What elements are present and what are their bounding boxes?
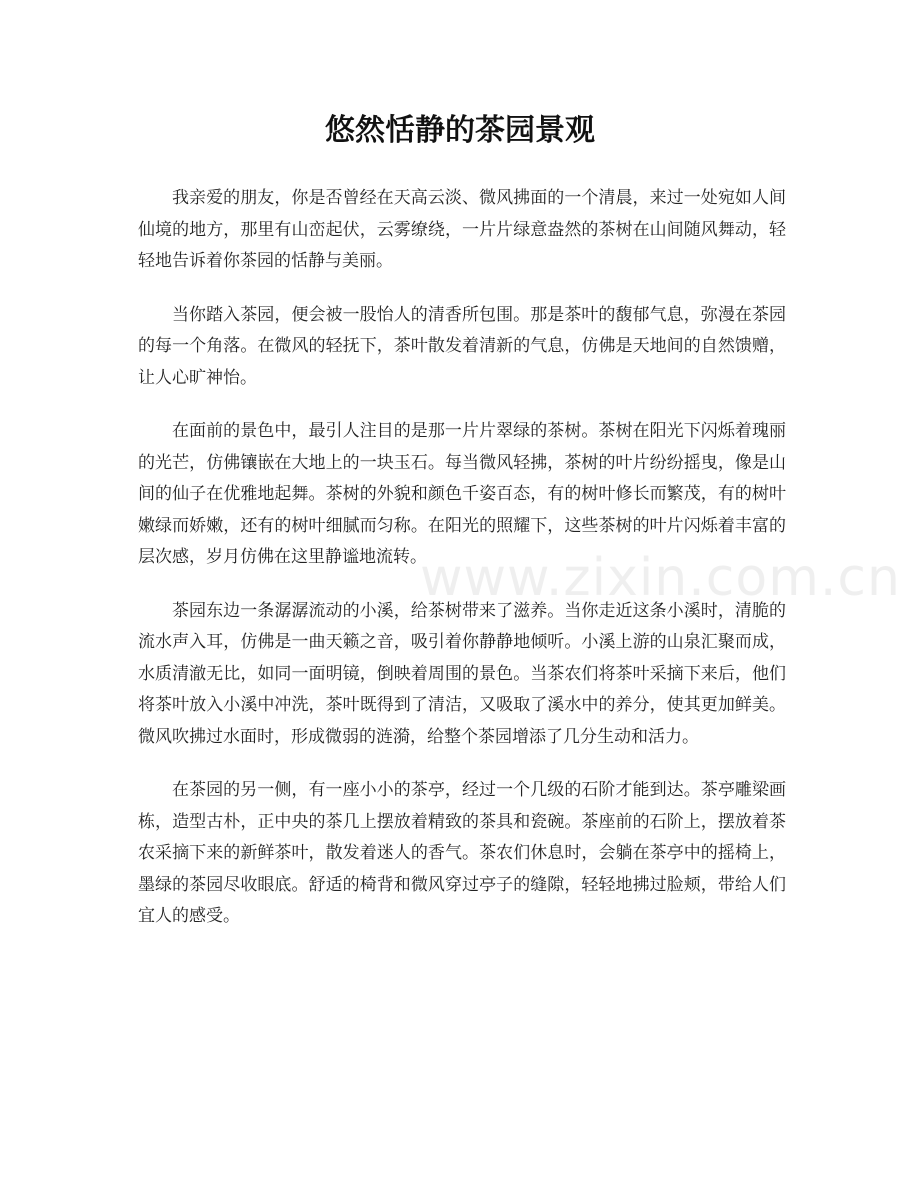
watermark: www.zixin.com.cn — [420, 548, 901, 608]
document-body — [138, 183, 786, 955]
paragraph-2: 当你踏入茶园，便会被一股怡人的清香所包围。那是茶叶的馥郁气息，弥漫在茶园的每一个角落。在微风的轻抚下，茶叶散发着清新的气息，仿佛是天地间的自然馈赠，让人心旷神怡。 — [138, 304, 786, 388]
document-title: 悠然恬静的茶园景观 — [325, 113, 595, 148]
paragraph-1: 我亲爱的朋友，你是否曾经在天高云淡、微风拂面的一个清晨，来过一处宛如人间仙境的地方，那里有山峦起伏，云雾缭绕，一片片绿意盎然的茶树在山间随风舞动，轻轻地告诉着你茶园的恬静与美丽。 — [138, 188, 786, 271]
paragraph-4: 茶园东边一条潺潺流动的小溪，给茶树带来了滋养。当你走近这条小溪时，清脆的流水声入耳，仿佛是一曲天籁之音，吸引着你静静地倾听。小溪上游的山泉汇聚而成，水质清澈无比，如同一面明镜，倒映着周围的景色。当茶农们将茶叶采摘下来后，他们将茶叶放入小溪中冲洗，茶叶既得到了清洁，又吸取了溪水中的养分，使其更加鲜美。微风吹拂过水面时，形成微弱的涟漪，给整个茶园增添了几分生动和活力。 — [138, 600, 786, 747]
paragraph-3: 在面前的景色中，最引人注目的是那一片片翠绿的茶树。茶树在阳光下闪烁着瑰丽的光芒，仿佛镶嵌在大地上的一块玉石。每当微风轻拂，茶树的叶片纷纷摇曳，像是山间的仙子在优雅地起舞。茶树的外貌和颜色千姿百态，有的树叶修长而繁茂，有的树叶嫩绿而娇嫩，还有的树叶细腻而匀称。在阳光的照耀下，这些茶树的叶片闪烁着丰富的层次感，岁月仿佛在这里静谧地流转。 — [138, 421, 786, 567]
paragraph-5: 在茶园的另一侧，有一座小小的茶亭，经过一个几级的石阶才能到达。茶亭雕梁画栋，造型古朴，正中央的茶几上摆放着精致的茶具和瓷碗。茶座前的石阶上，摆放着茶农采摘下来的新鲜茶叶，散发着迷人的香气。茶农们休息时，会躺在茶亭中的摇椅上，墨绿的茶园尽收眼底。舒适的椅背和微风穿过亭子的缝隙，轻轻地拂过脸颊，带给人们宜人的感受。 — [138, 780, 786, 926]
